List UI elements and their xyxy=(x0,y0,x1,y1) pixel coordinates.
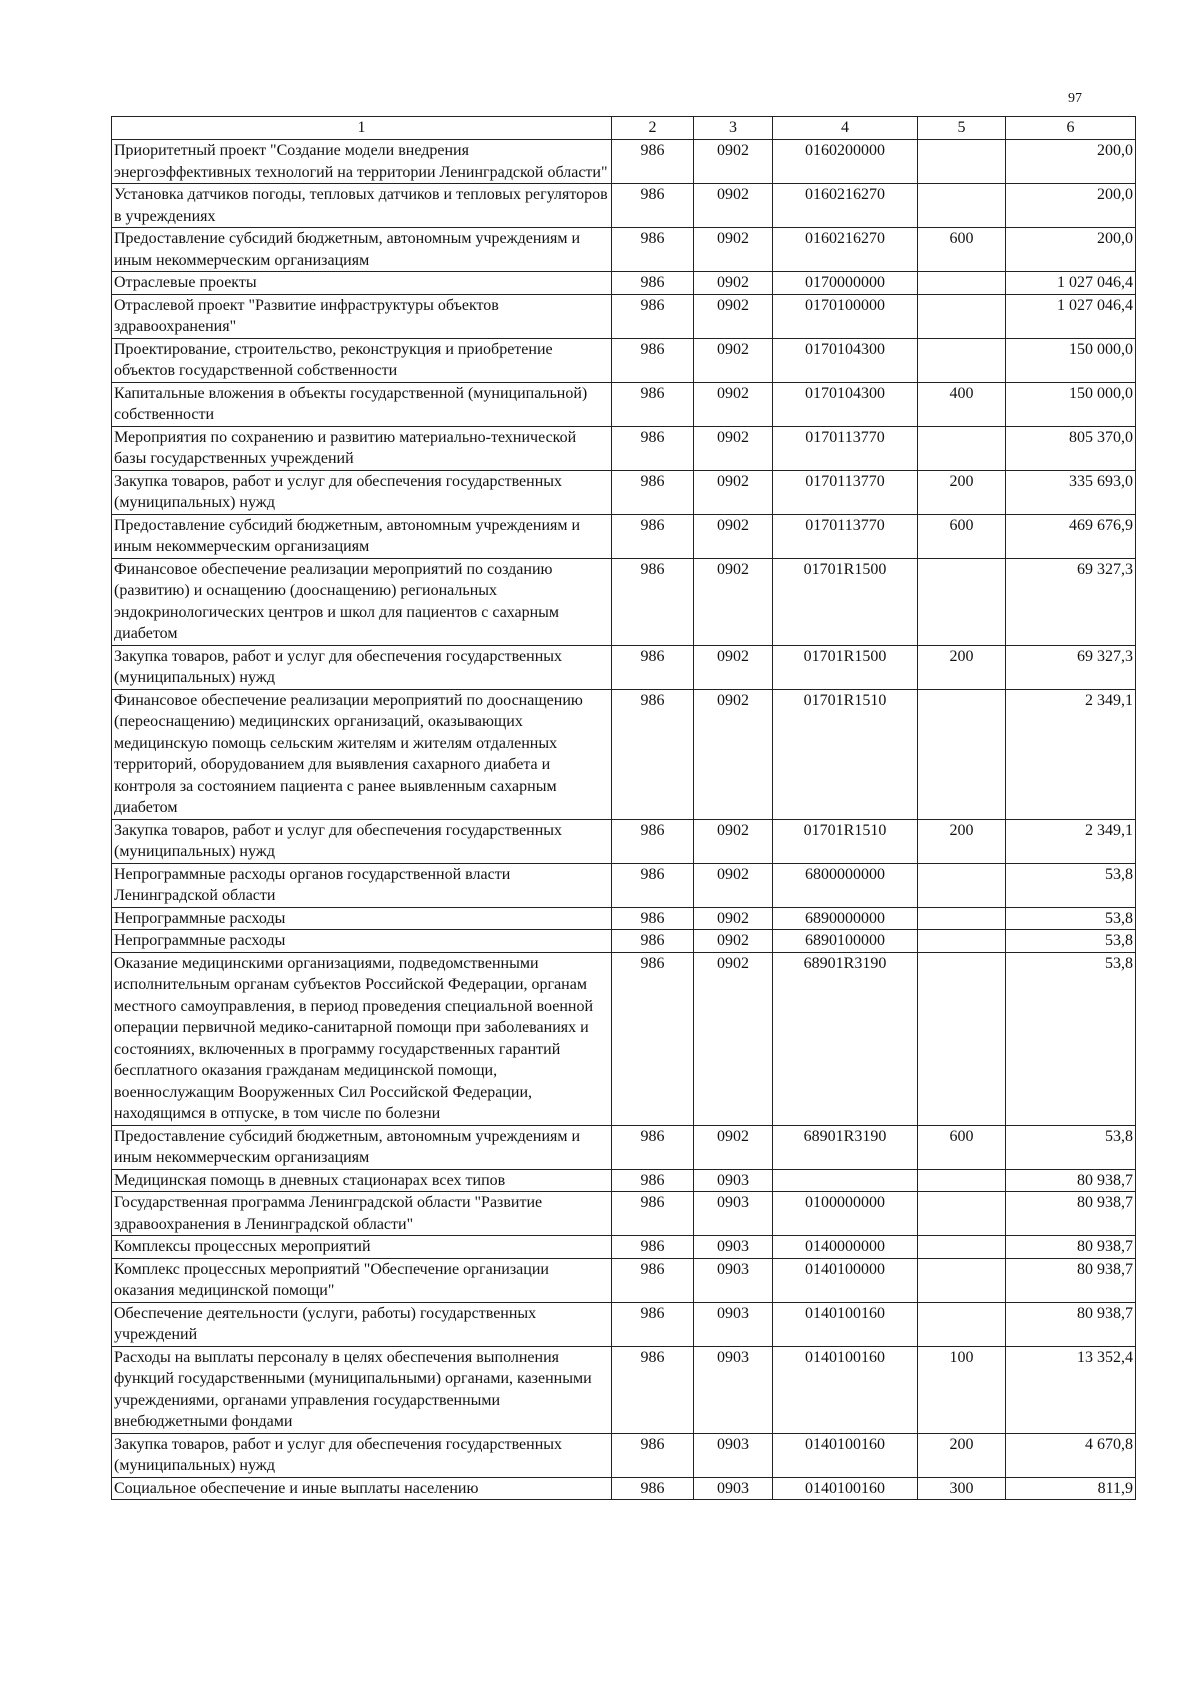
row-expense-type-cell xyxy=(918,689,1006,819)
table-row xyxy=(112,645,1136,689)
row-amount-cell: 1 027 046,4 xyxy=(1006,272,1136,295)
table-body xyxy=(112,140,1136,1500)
table-row xyxy=(112,228,1136,272)
row-section-code-cell: 0903 xyxy=(694,1433,773,1477)
row-expense-type-cell xyxy=(918,1258,1006,1302)
row-expense-type-cell xyxy=(918,272,1006,295)
row-ministry-code-cell: 986 xyxy=(612,689,694,819)
row-target-article-cell: 0170000000 xyxy=(773,272,918,295)
row-ministry-code-cell: 986 xyxy=(612,1302,694,1346)
row-ministry-code-cell: 986 xyxy=(612,1433,694,1477)
row-section-code-cell: 0902 xyxy=(694,952,773,1125)
row-name-cell: Комплексы процессных мероприятий xyxy=(112,1236,612,1259)
row-amount-cell: 805 370,0 xyxy=(1006,426,1136,470)
row-expense-type-cell xyxy=(918,1169,1006,1192)
budget-table xyxy=(111,116,1136,1500)
row-ministry-code-cell: 986 xyxy=(612,1258,694,1302)
row-target-article-cell: 0160216270 xyxy=(773,184,918,228)
row-name-cell: Капитальные вложения в объекты государственной (муниципальной) собственности xyxy=(112,382,612,426)
row-target-article-cell: 0140100160 xyxy=(773,1477,918,1500)
table-row xyxy=(112,470,1136,514)
row-name-cell: Медицинская помощь в дневных стационарах всех типов xyxy=(112,1169,612,1192)
row-section-code-cell: 0902 xyxy=(694,558,773,645)
row-amount-cell: 80 938,7 xyxy=(1006,1192,1136,1236)
header-row xyxy=(112,117,1136,140)
row-ministry-code-cell: 986 xyxy=(612,645,694,689)
column-header-5: 5 xyxy=(918,117,1006,140)
row-name-cell: Мероприятия по сохранению и развитию материально-технической базы государственных учреждений xyxy=(112,426,612,470)
row-section-code-cell: 0903 xyxy=(694,1477,773,1500)
row-section-code-cell: 0902 xyxy=(694,140,773,184)
row-ministry-code-cell: 986 xyxy=(612,338,694,382)
row-name-cell: Отраслевые проекты xyxy=(112,272,612,295)
row-expense-type-cell xyxy=(918,426,1006,470)
row-expense-type-cell xyxy=(918,558,1006,645)
row-section-code-cell: 0903 xyxy=(694,1258,773,1302)
row-expense-type-cell: 100 xyxy=(918,1346,1006,1433)
row-amount-cell: 2 349,1 xyxy=(1006,689,1136,819)
table-row xyxy=(112,1258,1136,1302)
row-section-code-cell: 0902 xyxy=(694,272,773,295)
row-target-article-cell: 0140100000 xyxy=(773,1258,918,1302)
row-section-code-cell: 0902 xyxy=(694,294,773,338)
row-ministry-code-cell: 986 xyxy=(612,1125,694,1169)
row-section-code-cell: 0902 xyxy=(694,1125,773,1169)
row-expense-type-cell xyxy=(918,952,1006,1125)
row-target-article-cell: 0170113770 xyxy=(773,514,918,558)
page-number: 97 xyxy=(1068,91,1082,106)
row-amount-cell: 80 938,7 xyxy=(1006,1302,1136,1346)
row-ministry-code-cell: 986 xyxy=(612,907,694,930)
table-row xyxy=(112,558,1136,645)
row-section-code-cell: 0902 xyxy=(694,863,773,907)
row-name-cell: Непрограммные расходы органов государственной власти Ленинградской области xyxy=(112,863,612,907)
row-section-code-cell: 0902 xyxy=(694,930,773,953)
table-row xyxy=(112,1236,1136,1259)
row-name-cell: Предоставление субсидий бюджетным, автономным учреждениям и иным некоммерческим организациям xyxy=(112,514,612,558)
row-section-code-cell: 0902 xyxy=(694,645,773,689)
table-row xyxy=(112,907,1136,930)
row-target-article-cell: 01701R1500 xyxy=(773,645,918,689)
row-expense-type-cell: 200 xyxy=(918,470,1006,514)
row-expense-type-cell xyxy=(918,863,1006,907)
row-section-code-cell: 0902 xyxy=(694,382,773,426)
row-ministry-code-cell: 986 xyxy=(612,294,694,338)
row-section-code-cell: 0903 xyxy=(694,1169,773,1192)
column-header-1: 1 xyxy=(112,117,612,140)
table-row xyxy=(112,294,1136,338)
row-name-cell: Социальное обеспечение и иные выплаты населению xyxy=(112,1477,612,1500)
table-row xyxy=(112,1169,1136,1192)
row-amount-cell: 2 349,1 xyxy=(1006,819,1136,863)
row-name-cell: Финансовое обеспечение реализации мероприятий по созданию (развитию) и оснащению (дооснащению) региональных эндокринологических центров и школ для пациентов с сахарным диабетом xyxy=(112,558,612,645)
row-amount-cell: 4 670,8 xyxy=(1006,1433,1136,1477)
column-header-2: 2 xyxy=(612,117,694,140)
row-target-article-cell: 0140000000 xyxy=(773,1236,918,1259)
table-row xyxy=(112,272,1136,295)
row-section-code-cell: 0902 xyxy=(694,819,773,863)
row-expense-type-cell: 200 xyxy=(918,645,1006,689)
row-expense-type-cell: 600 xyxy=(918,228,1006,272)
row-amount-cell: 469 676,9 xyxy=(1006,514,1136,558)
row-ministry-code-cell: 986 xyxy=(612,1236,694,1259)
row-amount-cell: 200,0 xyxy=(1006,140,1136,184)
row-ministry-code-cell: 986 xyxy=(612,863,694,907)
row-amount-cell: 200,0 xyxy=(1006,184,1136,228)
row-ministry-code-cell: 986 xyxy=(612,952,694,1125)
row-name-cell: Закупка товаров, работ и услуг для обеспечения государственных (муниципальных) нужд xyxy=(112,470,612,514)
table-row xyxy=(112,1302,1136,1346)
table-row xyxy=(112,338,1136,382)
row-name-cell: Отраслевой проект "Развитие инфраструктуры объектов здравоохранения" xyxy=(112,294,612,338)
row-ministry-code-cell: 986 xyxy=(612,1192,694,1236)
row-name-cell: Непрограммные расходы xyxy=(112,930,612,953)
row-expense-type-cell xyxy=(918,1236,1006,1259)
row-expense-type-cell xyxy=(918,338,1006,382)
row-target-article-cell: 6890000000 xyxy=(773,907,918,930)
row-amount-cell: 69 327,3 xyxy=(1006,645,1136,689)
row-amount-cell: 13 352,4 xyxy=(1006,1346,1136,1433)
row-ministry-code-cell: 986 xyxy=(612,1477,694,1500)
table-row xyxy=(112,1346,1136,1433)
row-name-cell: Приоритетный проект "Создание модели внедрения энергоэффективных технологий на территории Ленинградской области" xyxy=(112,140,612,184)
table-row xyxy=(112,863,1136,907)
row-name-cell: Закупка товаров, работ и услуг для обеспечения государственных (муниципальных) нужд xyxy=(112,645,612,689)
table-row xyxy=(112,1192,1136,1236)
row-expense-type-cell xyxy=(918,1192,1006,1236)
row-amount-cell: 335 693,0 xyxy=(1006,470,1136,514)
table-row xyxy=(112,382,1136,426)
row-ministry-code-cell: 986 xyxy=(612,1346,694,1433)
row-section-code-cell: 0902 xyxy=(694,338,773,382)
row-section-code-cell: 0902 xyxy=(694,907,773,930)
row-ministry-code-cell: 986 xyxy=(612,272,694,295)
row-ministry-code-cell: 986 xyxy=(612,184,694,228)
row-section-code-cell: 0902 xyxy=(694,426,773,470)
row-expense-type-cell: 600 xyxy=(918,514,1006,558)
row-target-article-cell: 0160200000 xyxy=(773,140,918,184)
row-expense-type-cell xyxy=(918,930,1006,953)
row-name-cell: Оказание медицинскими организациями, подведомственными исполнительным органам субъектов Российской Федерации, органам местного самоуправления, в период проведения специальной военной операции первичной медико-санитарной помощи при заболеваниях и состояниях, включенных в программу государственных гарантий бесплатного оказания гражданам медицинской помощи, военнослужащим Вооруженных Сил Российской Федерации, находящимся в отпуске, в том числе по болезни xyxy=(112,952,612,1125)
column-header-4: 4 xyxy=(773,117,918,140)
row-expense-type-cell: 400 xyxy=(918,382,1006,426)
row-section-code-cell: 0902 xyxy=(694,470,773,514)
row-expense-type-cell: 600 xyxy=(918,1125,1006,1169)
row-target-article-cell: 0170113770 xyxy=(773,470,918,514)
row-amount-cell: 150 000,0 xyxy=(1006,382,1136,426)
row-target-article-cell: 68901R3190 xyxy=(773,952,918,1125)
row-target-article-cell: 0170100000 xyxy=(773,294,918,338)
row-target-article-cell: 0140100160 xyxy=(773,1302,918,1346)
row-name-cell: Предоставление субсидий бюджетным, автономным учреждениям и иным некоммерческим организациям xyxy=(112,1125,612,1169)
row-target-article-cell: 0170104300 xyxy=(773,382,918,426)
row-name-cell: Проектирование, строительство, реконструкция и приобретение объектов государственной собственности xyxy=(112,338,612,382)
row-amount-cell: 150 000,0 xyxy=(1006,338,1136,382)
row-target-article-cell: 0140100160 xyxy=(773,1433,918,1477)
row-ministry-code-cell: 986 xyxy=(612,228,694,272)
row-amount-cell: 53,8 xyxy=(1006,930,1136,953)
table-row xyxy=(112,514,1136,558)
row-name-cell: Финансовое обеспечение реализации мероприятий по дооснащению (переоснащению) медицинских организаций, оказывающих медицинскую помощь сельским жителям и жителям отдаленных территорий, оборудованием для выявления сахарного диабета и контроля за состоянием пациента с ранее выявленным сахарным диабетом xyxy=(112,689,612,819)
table-row xyxy=(112,930,1136,953)
row-section-code-cell: 0903 xyxy=(694,1346,773,1433)
row-section-code-cell: 0902 xyxy=(694,228,773,272)
row-amount-cell: 53,8 xyxy=(1006,907,1136,930)
row-target-article-cell: 01701R1510 xyxy=(773,689,918,819)
row-target-article-cell: 01701R1510 xyxy=(773,819,918,863)
row-ministry-code-cell: 986 xyxy=(612,426,694,470)
row-target-article-cell: 0160216270 xyxy=(773,228,918,272)
row-ministry-code-cell: 986 xyxy=(612,558,694,645)
row-name-cell: Закупка товаров, работ и услуг для обеспечения государственных (муниципальных) нужд xyxy=(112,819,612,863)
row-target-article-cell xyxy=(773,1169,918,1192)
row-target-article-cell: 01701R1500 xyxy=(773,558,918,645)
row-amount-cell: 80 938,7 xyxy=(1006,1236,1136,1259)
row-target-article-cell: 0140100160 xyxy=(773,1346,918,1433)
table-row xyxy=(112,952,1136,1125)
row-amount-cell: 53,8 xyxy=(1006,952,1136,1125)
row-ministry-code-cell: 986 xyxy=(612,930,694,953)
row-amount-cell: 53,8 xyxy=(1006,1125,1136,1169)
row-expense-type-cell xyxy=(918,140,1006,184)
row-target-article-cell: 6890100000 xyxy=(773,930,918,953)
row-section-code-cell: 0902 xyxy=(694,514,773,558)
row-target-article-cell: 0170113770 xyxy=(773,426,918,470)
row-ministry-code-cell: 986 xyxy=(612,470,694,514)
row-ministry-code-cell: 986 xyxy=(612,819,694,863)
row-amount-cell: 80 938,7 xyxy=(1006,1258,1136,1302)
row-target-article-cell: 0100000000 xyxy=(773,1192,918,1236)
row-expense-type-cell: 300 xyxy=(918,1477,1006,1500)
row-amount-cell: 1 027 046,4 xyxy=(1006,294,1136,338)
row-expense-type-cell: 200 xyxy=(918,1433,1006,1477)
table-row xyxy=(112,1433,1136,1477)
row-target-article-cell: 0170104300 xyxy=(773,338,918,382)
row-section-code-cell: 0903 xyxy=(694,1302,773,1346)
row-name-cell: Предоставление субсидий бюджетным, автономным учреждениям и иным некоммерческим организациям xyxy=(112,228,612,272)
table-header xyxy=(112,117,1136,140)
row-amount-cell: 811,9 xyxy=(1006,1477,1136,1500)
row-expense-type-cell xyxy=(918,294,1006,338)
row-expense-type-cell xyxy=(918,184,1006,228)
row-amount-cell: 80 938,7 xyxy=(1006,1169,1136,1192)
row-name-cell: Комплекс процессных мероприятий "Обеспечение организации оказания медицинской помощи" xyxy=(112,1258,612,1302)
row-target-article-cell: 6800000000 xyxy=(773,863,918,907)
table-row xyxy=(112,1125,1136,1169)
row-expense-type-cell xyxy=(918,1302,1006,1346)
row-amount-cell: 200,0 xyxy=(1006,228,1136,272)
row-amount-cell: 69 327,3 xyxy=(1006,558,1136,645)
row-ministry-code-cell: 986 xyxy=(612,514,694,558)
table-row xyxy=(112,689,1136,819)
row-expense-type-cell: 200 xyxy=(918,819,1006,863)
table-row xyxy=(112,426,1136,470)
row-section-code-cell: 0903 xyxy=(694,1192,773,1236)
row-section-code-cell: 0902 xyxy=(694,689,773,819)
row-name-cell: Непрограммные расходы xyxy=(112,907,612,930)
row-ministry-code-cell: 986 xyxy=(612,140,694,184)
table-row xyxy=(112,1477,1136,1500)
table-row xyxy=(112,184,1136,228)
row-section-code-cell: 0902 xyxy=(694,184,773,228)
table-row xyxy=(112,140,1136,184)
row-expense-type-cell xyxy=(918,907,1006,930)
row-target-article-cell: 68901R3190 xyxy=(773,1125,918,1169)
row-section-code-cell: 0903 xyxy=(694,1236,773,1259)
row-ministry-code-cell: 986 xyxy=(612,1169,694,1192)
table-row xyxy=(112,819,1136,863)
row-name-cell: Государственная программа Ленинградской области "Развитие здравоохранения в Ленинградской области" xyxy=(112,1192,612,1236)
row-amount-cell: 53,8 xyxy=(1006,863,1136,907)
row-name-cell: Установка датчиков погоды, тепловых датчиков и тепловых регуляторов в учреждениях xyxy=(112,184,612,228)
column-header-6: 6 xyxy=(1006,117,1136,140)
column-header-3: 3 xyxy=(694,117,773,140)
row-name-cell: Закупка товаров, работ и услуг для обеспечения государственных (муниципальных) нужд xyxy=(112,1433,612,1477)
row-name-cell: Расходы на выплаты персоналу в целях обеспечения выполнения функций государственными (муниципальными) органами, казенными учреждениями, органами управления государственными внебюджетными фондами xyxy=(112,1346,612,1433)
row-name-cell: Обеспечение деятельности (услуги, работы) государственных учреждений xyxy=(112,1302,612,1346)
row-ministry-code-cell: 986 xyxy=(612,382,694,426)
